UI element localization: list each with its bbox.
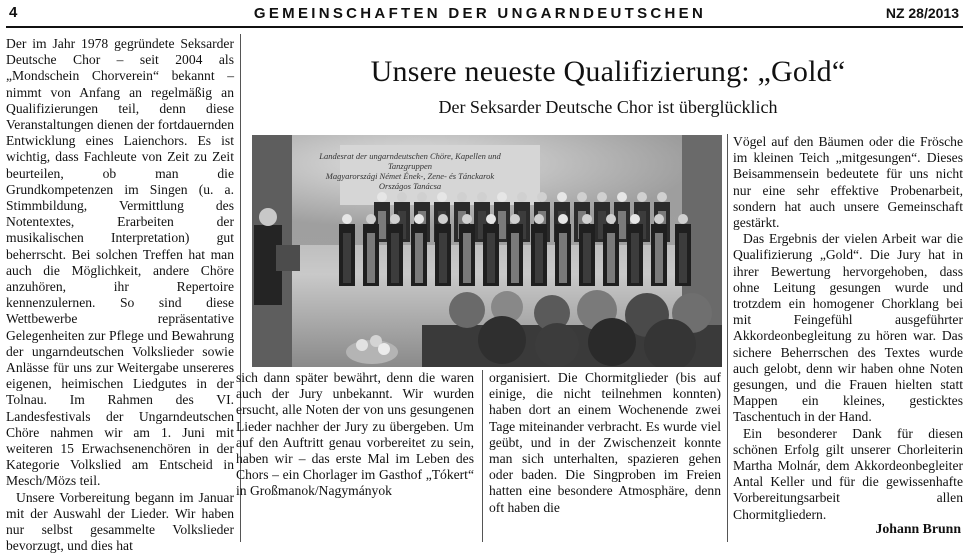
text-column-2 (236, 370, 474, 500)
page-header (0, 0, 969, 28)
banner-line: Landesrat der ungarndeutschen Chöre, Kapellen und (319, 151, 501, 161)
choir-singer-figure (651, 214, 667, 286)
choir-singer-figure (387, 214, 403, 286)
paragraph: Unsere Vorbereitung begann im Januar mit der Auswahl der Lieder. Wir haben nur selbst gesammelte Volkslieder bevorzugt, und dies hat (6, 489, 234, 554)
header-divider (6, 26, 963, 28)
text-column-3 (489, 370, 721, 516)
paragraph: sich dann später bewährt, denn die waren auch der Jury unbekannt. Wir wurden ersucht, alle Noten der von uns gesungenen Lieder nachher der Jury zu übergeben. Um auf den Auftritt genau vorbereitet zu sein, haben wir – das erste Mal im Leben des Chors – ein Chorlager im Gasthof „Tókert“ in Großmanok/Nagymányok (236, 370, 474, 499)
choir-singer-figure (675, 214, 691, 286)
paragraph: organisiert. Die Chormitglieder (bis auf einige, die nicht teilnehmen konnten) haben dort an einem Wochenende zwei Tage miteinander verbracht. Es wurde viel geübt, und in der Zwischenzeit konnte man sich unterhalten, spazieren gehen oder baden. Die Singproben im Freien hatten eine besondere Atmosphäre, denn oft haben die (489, 370, 721, 515)
choir-photo (252, 135, 722, 367)
choir-singer-figure (627, 214, 643, 286)
article-subheadline: Der Seksarder Deutsche Chor ist überglücklich (438, 97, 778, 117)
page-number: 4 (9, 4, 18, 21)
paragraph: Der im Jahr 1978 gegründete Seksarder Deutsche Chor – seit 2004 als „Mondschein Chorverein“ bekannt – nimmt von Anfang an regelmäßig an Qualifizierungen teil, denn diese Veranstaltungen dienen der fortdauernden Entwicklung eines Laienchors. Es ist wichtig, dass Fachleute von Zeit zu Zeit beurteilen, ob man die Grundkompetenzen im Singen (u. a. Stimmbildung, Vermittlung des Notentextes, Erarbeiten der musikalischen Interpretation) gut beherrscht. Bei solchen Treffen hat man auch die Möglichkeit, andere Chöre anzuhören, ihr Repertoire kennenzulernen. So sind diese Wettbewerbe repräsentative Gelegenheiten zur Pflege und Bewahrung der ungarndeutschen Volkslieder sowie Anlässe für uns zur Weitergabe unsereres eigenen, heimischen Liedgutes in der Tolnau. Im Rahmen des VI. Landesfestivals der Ungarndeutschen Chöre nahmen wir am 1. Juni mit weiteren 15 Erwachsenenchören in der Kategorie Volkslied am Entscheid in Mesch/Mözs teil. (6, 36, 234, 489)
choir-singer-figure (507, 214, 523, 286)
paragraph: Vögel auf den Bäumen oder die Frösche im kleinen Teich „mitgesungen“. Dieses Beisammensein bedeutete für uns nicht nur eine sehr effektive Probenarbeit, sondern hat auch unsere Gemeinschaft gestärkt. (733, 134, 963, 231)
choir-singer-figure (579, 214, 595, 286)
section-title: GEMEINSCHAFTEN DER UNGARNDEUTSCHEN (253, 5, 707, 22)
article-headline: Unsere neueste Qualifizierung: „Gold“ (370, 55, 846, 88)
choir-singer-figure (363, 214, 379, 286)
choir-singer-figure (411, 214, 427, 286)
banner-line: Tanzgruppen (387, 161, 433, 171)
choir-singer-figure (555, 214, 571, 286)
banner-line: Magyarországi Német Ének-, Zene- és Tánckarok (325, 171, 495, 181)
author-byline: Johann Brunn (875, 521, 961, 536)
banner-line: Országos Tanácsa (378, 181, 442, 191)
choir-singer-figure (603, 214, 619, 286)
issue-number: NZ 28/2013 (885, 5, 959, 21)
column-divider (482, 370, 483, 542)
choir-singer-figure (483, 214, 499, 286)
choir-singer-figure (459, 214, 475, 286)
text-column-4 (733, 134, 963, 523)
column-divider (727, 134, 728, 542)
paragraph: Ein besonderer Dank für diesen schönen Erfolg gilt unserer Chorleiterin Martha Molnár, dem Akkordeonbegleiter Antal Keller und für die gewissenhafte Vorbereitungsarbeit allen Chormitgliedern. (733, 425, 963, 522)
choir-singer-figure (531, 214, 547, 286)
choir-singer-figure (435, 214, 451, 286)
text-column-1 (6, 36, 234, 555)
choir-singer-figure (339, 214, 355, 286)
paragraph: Das Ergebnis der vielen Arbeit war die Qualifizierung „Gold“. Die Jury hat in ihrer Bewertung hervorgehoben, dass ohne Leitung gesungen wurde und trotzdem ein homogener Chorklang bei mit Feingefühl ausgeführter Akkordeonbegleitung zu hören war. Das sichere Beherrschen des Textes wurde auch gelobt, denn wir haben ohne Noten gesungen, und die Frauen hielten statt Mappen ein kleines, gesticktes Taschentuch in der Hand. (733, 231, 963, 425)
